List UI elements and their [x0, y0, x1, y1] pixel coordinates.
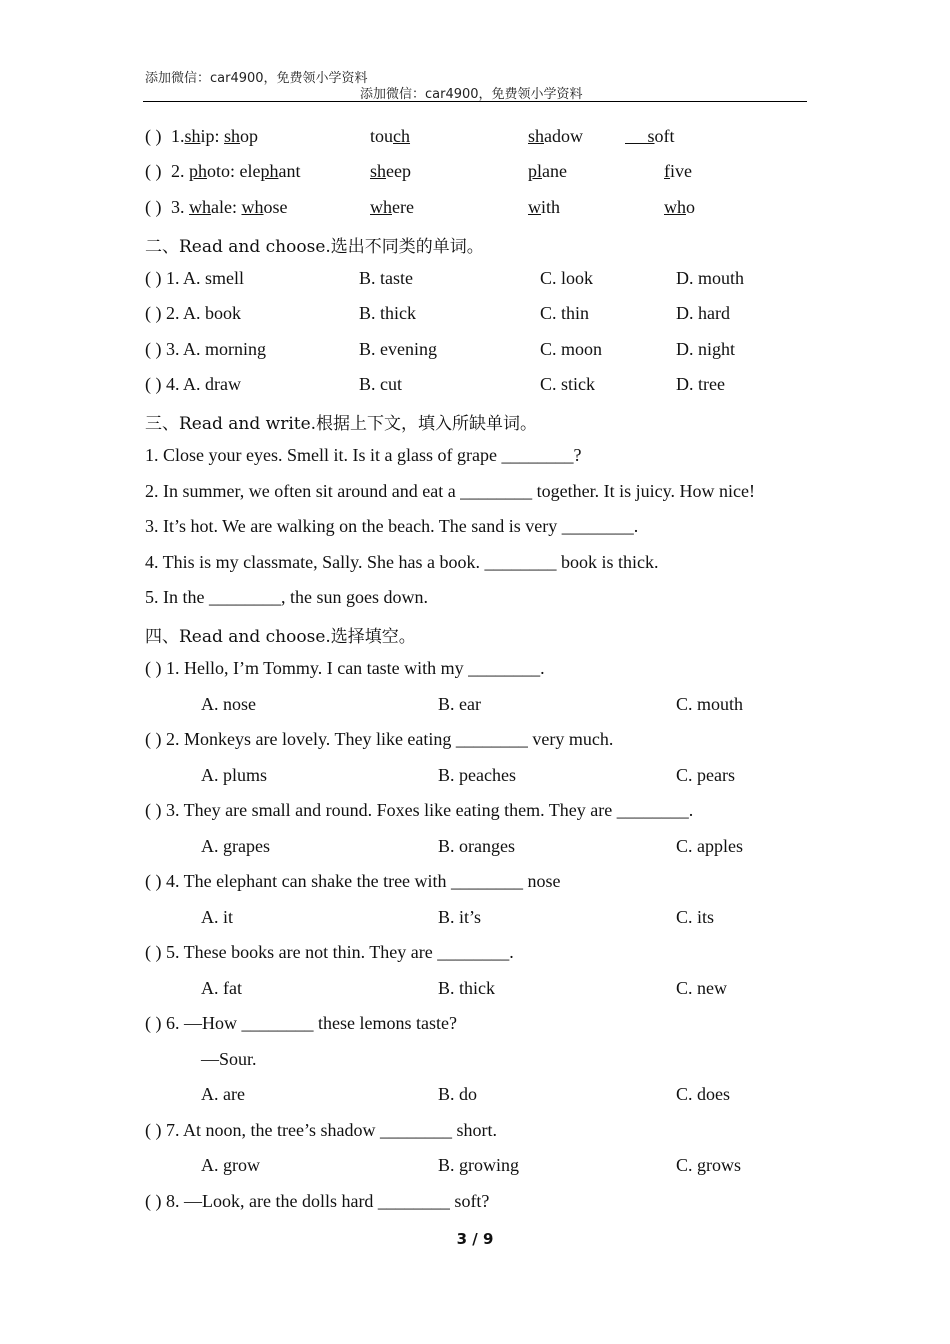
- section-4-title: 四、Read and choose.选择填空。: [145, 627, 416, 647]
- question-6: ( ) 6. —How ________ these lemons taste?: [145, 1013, 457, 1033]
- phonics-option: touch: [370, 126, 411, 146]
- section-2-title: 二、Read and choose.选出不同类的单词。: [145, 237, 484, 257]
- phonics-option: shadow: [528, 126, 584, 146]
- fill-blank-item: 1. Close your eyes. Smell it. Is it a glass of grape ________?: [145, 445, 582, 465]
- fill-blank-item: 5. In the ________, the sun goes down.: [145, 587, 428, 607]
- section-3-title: 三、Read and write.根据上下文，填入所缺单词。: [145, 414, 538, 434]
- question-4: ( ) 4. The elephant can shake the tree with ________ nose: [145, 871, 561, 891]
- page-number: 3 / 9: [456, 1230, 494, 1248]
- question-1: ( ) 1. Hello, I’m Tommy. I can taste with my ________.: [145, 658, 545, 678]
- phonics-option: with: [528, 197, 561, 217]
- header-watermark-1: 添加微信：car4900，免费领小学资料: [145, 71, 368, 86]
- phonics-option: plane: [528, 161, 567, 181]
- fill-blank-item: 2. In summer, we often sit around and eat a ________ together. It is juicy. How nice!: [145, 481, 755, 501]
- phonics-option: soft: [625, 126, 675, 146]
- question-2: ( ) 2. Monkeys are lovely. They like eating ________ very much.: [145, 729, 614, 749]
- question-8: ( ) 8. —Look, are the dolls hard ________ soft?: [145, 1191, 490, 1211]
- fill-blank-item: 4. This is my classmate, Sally. She has a book. ________ book is thick.: [145, 552, 659, 572]
- header-rule: [143, 101, 807, 102]
- phonics-option: five: [664, 161, 692, 181]
- phonics-option: who: [664, 197, 695, 217]
- question-5: ( ) 5. These books are not thin. They are ________.: [145, 942, 514, 962]
- phonics-option: sheep: [370, 161, 411, 181]
- question-7: ( ) 7. At noon, the tree’s shadow ________ short.: [145, 1120, 497, 1140]
- phonics-option: where: [370, 197, 414, 217]
- question-3: ( ) 3. They are small and round. Foxes like eating them. They are ________.: [145, 800, 694, 820]
- fill-blank-item: 3. It’s hot. We are walking on the beach. The sand is very ________.: [145, 516, 639, 536]
- question-6-answer-line: —Sour.: [201, 1049, 257, 1069]
- header-watermark-2: 添加微信：car4900，免费领小学资料: [360, 87, 583, 102]
